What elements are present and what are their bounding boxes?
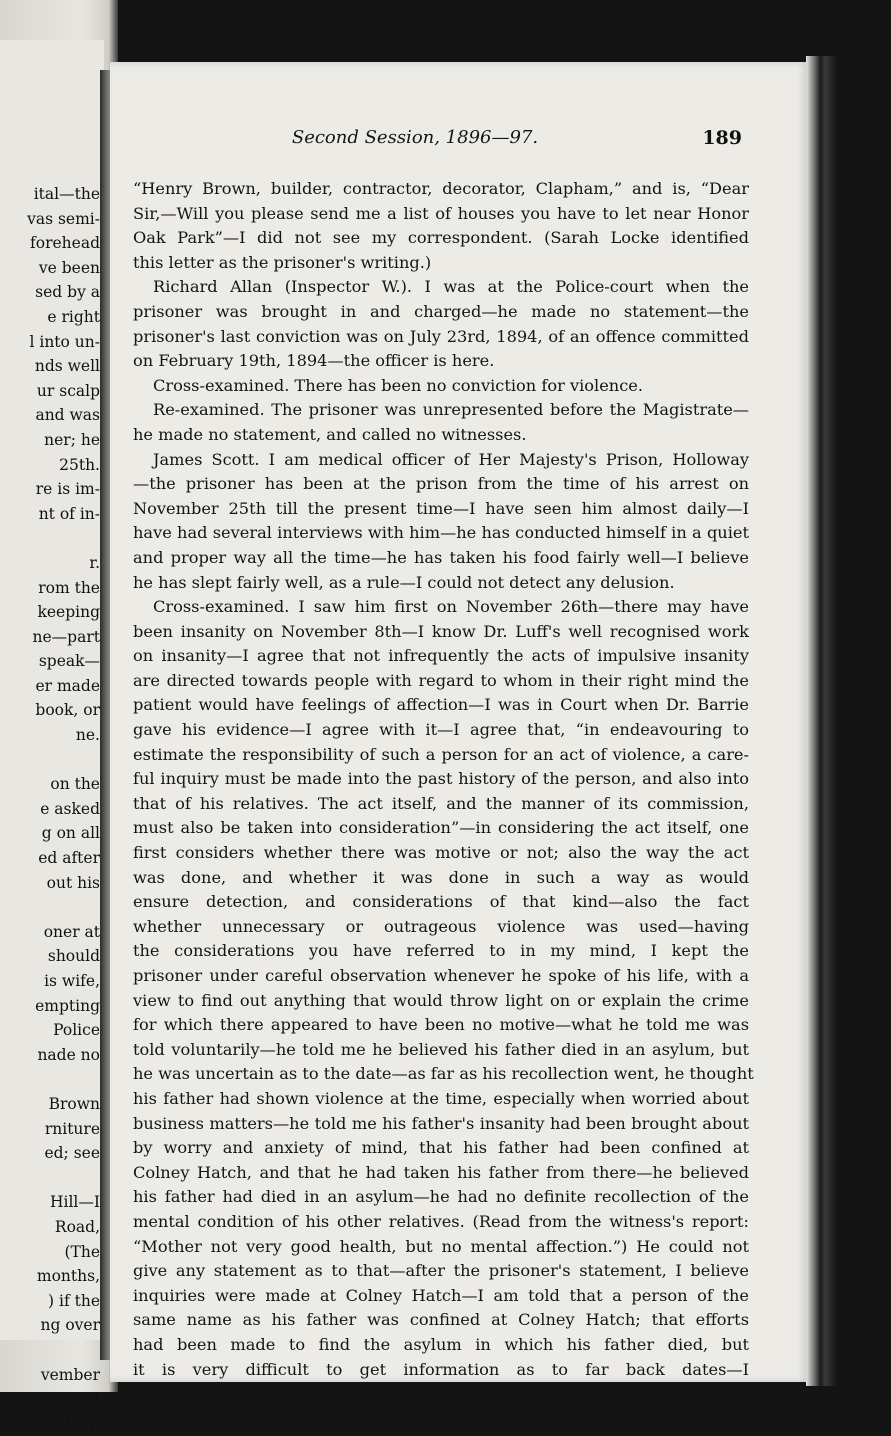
facing-page-line: speak— — [38, 652, 100, 671]
text-line: Richard Allan (Inspector W.). I was at the Police-court when the — [153, 277, 749, 297]
text-line: have had several interviews with him—he has conducted himself in a quiet — [133, 523, 749, 543]
text-line: whether unnecessary or outrageous violence was used—having — [133, 916, 749, 936]
facing-page-line: e asked — [40, 799, 100, 818]
facing-page-line: nt of in- — [38, 504, 100, 523]
facing-page-line: forehead — [30, 234, 100, 253]
text-line: for which there appeared to have been no motive—what he told me was — [133, 1015, 749, 1035]
text-line: Cross-examined. I saw him first on November 26th—there may have — [153, 597, 749, 617]
facing-page-line: keeping — [37, 603, 100, 622]
text-line: same name as his father was confined at Colney Hatch; that efforts — [133, 1310, 749, 1330]
text-line: business matters—he told me his father's insanity had been brought about — [133, 1113, 749, 1133]
facing-page-line: oner at — [43, 922, 100, 941]
text-line: Sir,—Will you please send me a list of houses you have to let near Honor — [133, 203, 749, 223]
text-line: prisoner's last conviction was on July 23rd, 1894, of an offence committed — [133, 326, 749, 346]
text-line: ful inquiry must be made into the past history of the person, and also into — [133, 769, 749, 789]
facing-page-line — [0, 526, 100, 551]
facing-page-line: ital—the — [33, 185, 100, 203]
page-header — [200, 127, 742, 155]
text-line: November 25th till the present time—I have seen him almost daily—I — [133, 498, 749, 518]
text-line: are directed towards people with regard to whom in their right mind the — [133, 670, 749, 690]
facing-page-line: rniture — [44, 1119, 100, 1138]
text-line: give any statement as to that—after the prisoner's statement, I believe — [133, 1261, 749, 1281]
facing-page-line — [0, 1338, 100, 1363]
facing-page-line: book, or — [35, 701, 100, 720]
text-line: prisoner under careful observation whenever he spoke of his life, with a — [133, 966, 749, 985]
text-line: mental condition of his other relatives. (Read from the witness's report: — [133, 1211, 749, 1231]
text-line: “Mother not very good health, but no mental affection.”) He could not — [133, 1236, 749, 1256]
text-line: —the prisoner has been at the prison from the time of his arrest on — [133, 474, 749, 494]
text-line: Oak Park”—I did not see my correspondent. (Sarah Locke identified — [133, 228, 749, 248]
text-line: first considers whether there was motive or not; also the way the act — [133, 843, 749, 863]
facing-page-line: eading, — [41, 1414, 100, 1433]
facing-page-line: nds well — [34, 357, 100, 376]
text-line: his father had shown violence at the time, especially when worried about — [133, 1088, 749, 1108]
text-line: must also be taken into consideration”—in considering the act itself, one — [133, 818, 749, 838]
facing-page-line — [0, 1166, 100, 1191]
text-line: inquiries were made at Colney Hatch—I am told that a person of the — [133, 1285, 749, 1305]
text-line: told voluntarily—he told me he believed his father died in an asylum, but — [133, 1039, 749, 1059]
facing-page-line: and was — [35, 406, 100, 425]
facing-page-line: months, — [36, 1267, 100, 1286]
facing-page-line: ed; see — [44, 1144, 100, 1163]
facing-page-line: is wife, — [44, 972, 100, 990]
text-line: estimate the responsibility of such a person for an act of violence, a care- — [133, 744, 749, 764]
facing-page-line: Brown — [48, 1094, 100, 1113]
text-line: Re-examined. The prisoner was unrepresented before the Magistrate— — [153, 400, 749, 420]
facing-page-line: g on all — [41, 824, 100, 843]
facing-page-line: ne—part — [32, 627, 100, 646]
text-line: he made no statement, and called no witnesses. — [133, 424, 527, 444]
facing-page-line: ng over — [40, 1316, 100, 1335]
facing-page-line: Hill—I — [49, 1193, 100, 1212]
facing-page-line: nade no — [37, 1045, 100, 1064]
facing-page-line — [0, 895, 100, 920]
text-line: Cross-examined. There has been no conviction for violence. — [153, 375, 643, 395]
text-line: prisoner was brought in and charged—he made no statement—the — [133, 301, 749, 321]
text-line: the considerations you have referred to in my mind, I kept the — [133, 941, 749, 961]
facing-page-line: er made — [35, 676, 100, 695]
text-line: ensure detection, and considerations of that kind—also the fact — [133, 892, 749, 912]
facing-page-line: vember — [40, 1365, 100, 1384]
text-line: Colney Hatch, and that he had taken his father from there—he believed — [133, 1162, 749, 1182]
facing-page-line: should — [47, 947, 100, 966]
facing-page-line: empting — [35, 996, 100, 1015]
facing-page-line: ed after — [38, 849, 100, 868]
facing-page-line: vas semi- — [27, 209, 100, 228]
facing-page-line: ) if the — [48, 1291, 100, 1310]
facing-page-line: ne. — [75, 726, 100, 745]
text-line: heard this morning that the prisoner's father died at the Cater- — [133, 1384, 749, 1404]
text-line: was done, and whether it was done in such a way as would — [133, 867, 749, 887]
text-line: “Henry Brown, builder, contractor, decorator, Clapham,” and is, “Dear — [133, 179, 749, 198]
body-text — [133, 177, 754, 1431]
facing-page-line: 25th. — [59, 455, 100, 474]
facing-page-line — [0, 1067, 100, 1092]
facing-page-line: ner; he — [44, 430, 100, 449]
text-line: on insanity—I agree that not infrequently the acts of impulsive insanity — [133, 646, 749, 666]
facing-page-line: ve been — [38, 258, 100, 277]
text-line: by worry and anxiety of mind, that his father had been confined at — [133, 1138, 749, 1158]
text-line: view to find out anything that would throw light on or explain the crime — [133, 990, 749, 1010]
facing-page-line: e right — [47, 307, 100, 326]
facing-page-line: (The — [64, 1242, 100, 1261]
facing-page-line — [0, 748, 100, 773]
text-line: it is very difficult to get information as to far back dates—I — [133, 1359, 749, 1379]
page-edge-shadow — [806, 56, 838, 1386]
facing-page-line: sed by a — [35, 283, 100, 302]
text-line: his father had died in an asylum—he had no definite recollection of the — [133, 1187, 749, 1207]
facing-page-line: re is im- — [35, 480, 100, 499]
text-line: that of his relatives. The act itself, and the manner of its commission, — [133, 793, 749, 813]
page-number: 189 — [702, 127, 742, 149]
text-line: had been made to find the asylum in which his father died, but — [133, 1334, 749, 1354]
text-line: ham Asylum—as far as I can test them, his statements made in my report — [133, 1408, 749, 1428]
text-line: James Scott. I am medical officer of Her Majesty's Prison, Holloway — [153, 449, 749, 469]
text-line: patient would have feelings of affection—I was in Court when Dr. Barrie — [133, 695, 749, 715]
facing-page-line: on the — [50, 775, 100, 794]
facing-page-line: out his — [46, 873, 100, 892]
text-line: this letter as the prisoner's writing.) — [133, 252, 432, 272]
text-line: been insanity on November 8th—I know Dr. Luff's well recognised work — [133, 621, 749, 641]
facing-page-line: Road, — [54, 1217, 100, 1236]
running-title: Second Session, 1896—97. — [291, 127, 539, 148]
facing-page-line: hich I — [55, 1390, 100, 1409]
text-line: he was uncertain as to the date—as far as his recollection went, he thought — [133, 1064, 754, 1084]
facing-page — [0, 40, 104, 1433]
facing-page-line: ur scalp — [36, 381, 100, 400]
facing-page-line: r. — [89, 553, 100, 572]
facing-page-text — [0, 182, 100, 1436]
facing-page-line: rom the — [38, 578, 100, 597]
text-line: gave his evidence—I agree with it—I agree that, “in endeavouring to — [133, 720, 749, 740]
text-line: he has slept fairly well, as a rule—I could not detect any delusion. — [133, 572, 675, 592]
facing-page-line: l into un- — [29, 332, 100, 351]
facing-page-line: Police — [53, 1021, 100, 1040]
text-line: on February 19th, 1894—the officer is here. — [133, 351, 495, 371]
text-line: and proper way all the time—he has taken his food fairly well—I believe — [133, 547, 749, 567]
